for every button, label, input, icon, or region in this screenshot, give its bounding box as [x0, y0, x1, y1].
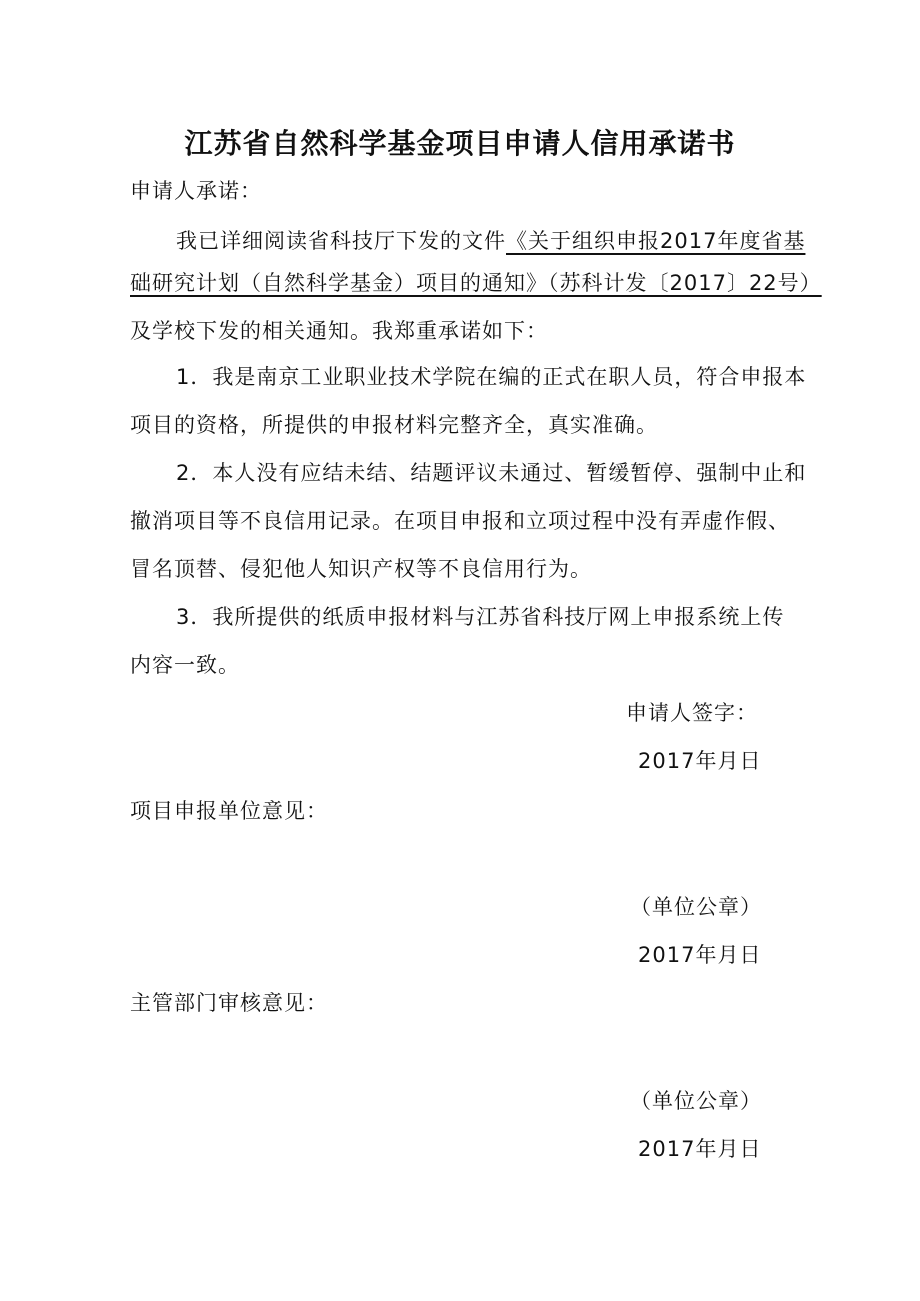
unit-opinion-label: 项目申报单位意见： — [130, 799, 328, 823]
dept-opinion-date: 2017年月日 — [638, 1137, 762, 1161]
item-3-line-2: 内容一致。 — [130, 653, 240, 677]
item-1-line-1: 1．我是南京工业职业技术学院在编的正式在职人员，符合申报本 — [176, 365, 807, 389]
item-3-line-1: 3．我所提供的纸质申报材料与江苏省科技厅网上申报系统上传 — [176, 605, 785, 629]
item-2-line-3: 冒名顶替、侵犯他人知识产权等不良信用行为。 — [130, 557, 592, 581]
notice-reference-part-1: 《关于组织申报2017年度省基 — [506, 229, 806, 253]
document-title: 江苏省自然科学基金项目申请人信用承诺书 — [184, 127, 736, 160]
notice-reference-part-2: 础研究计划（自然科学基金）项目的通知》（苏科计发〔2017〕22号） — [130, 271, 822, 295]
intro-prefix: 我已详细阅读省科技厅下发的文件 — [176, 229, 506, 253]
intro-line-1 — [176, 226, 805, 256]
intro-line-3: 及学校下发的相关通知。我郑重承诺如下： — [130, 319, 548, 343]
item-2-line-2: 撤消项目等不良信用记录。在项目申报和立项过程中没有弄虚作假、 — [130, 509, 790, 533]
applicant-signature-date: 2017年月日 — [638, 749, 762, 773]
promise-label: 申请人承诺： — [130, 179, 262, 203]
item-1-line-2: 项目的资格，所提供的申报材料完整齐全，真实准确。 — [130, 413, 658, 437]
unit-opinion-date: 2017年月日 — [638, 943, 762, 967]
item-2-line-1: 2．本人没有应结未结、结题评议未通过、暂缓暂停、强制中止和 — [176, 461, 807, 485]
intro-line-2 — [130, 268, 822, 298]
dept-opinion-label: 主管部门审核意见： — [130, 991, 328, 1015]
dept-seal: （单位公章） — [630, 1089, 762, 1113]
unit-seal: （单位公章） — [630, 895, 762, 919]
applicant-signature-label: 申请人签字： — [626, 701, 758, 725]
